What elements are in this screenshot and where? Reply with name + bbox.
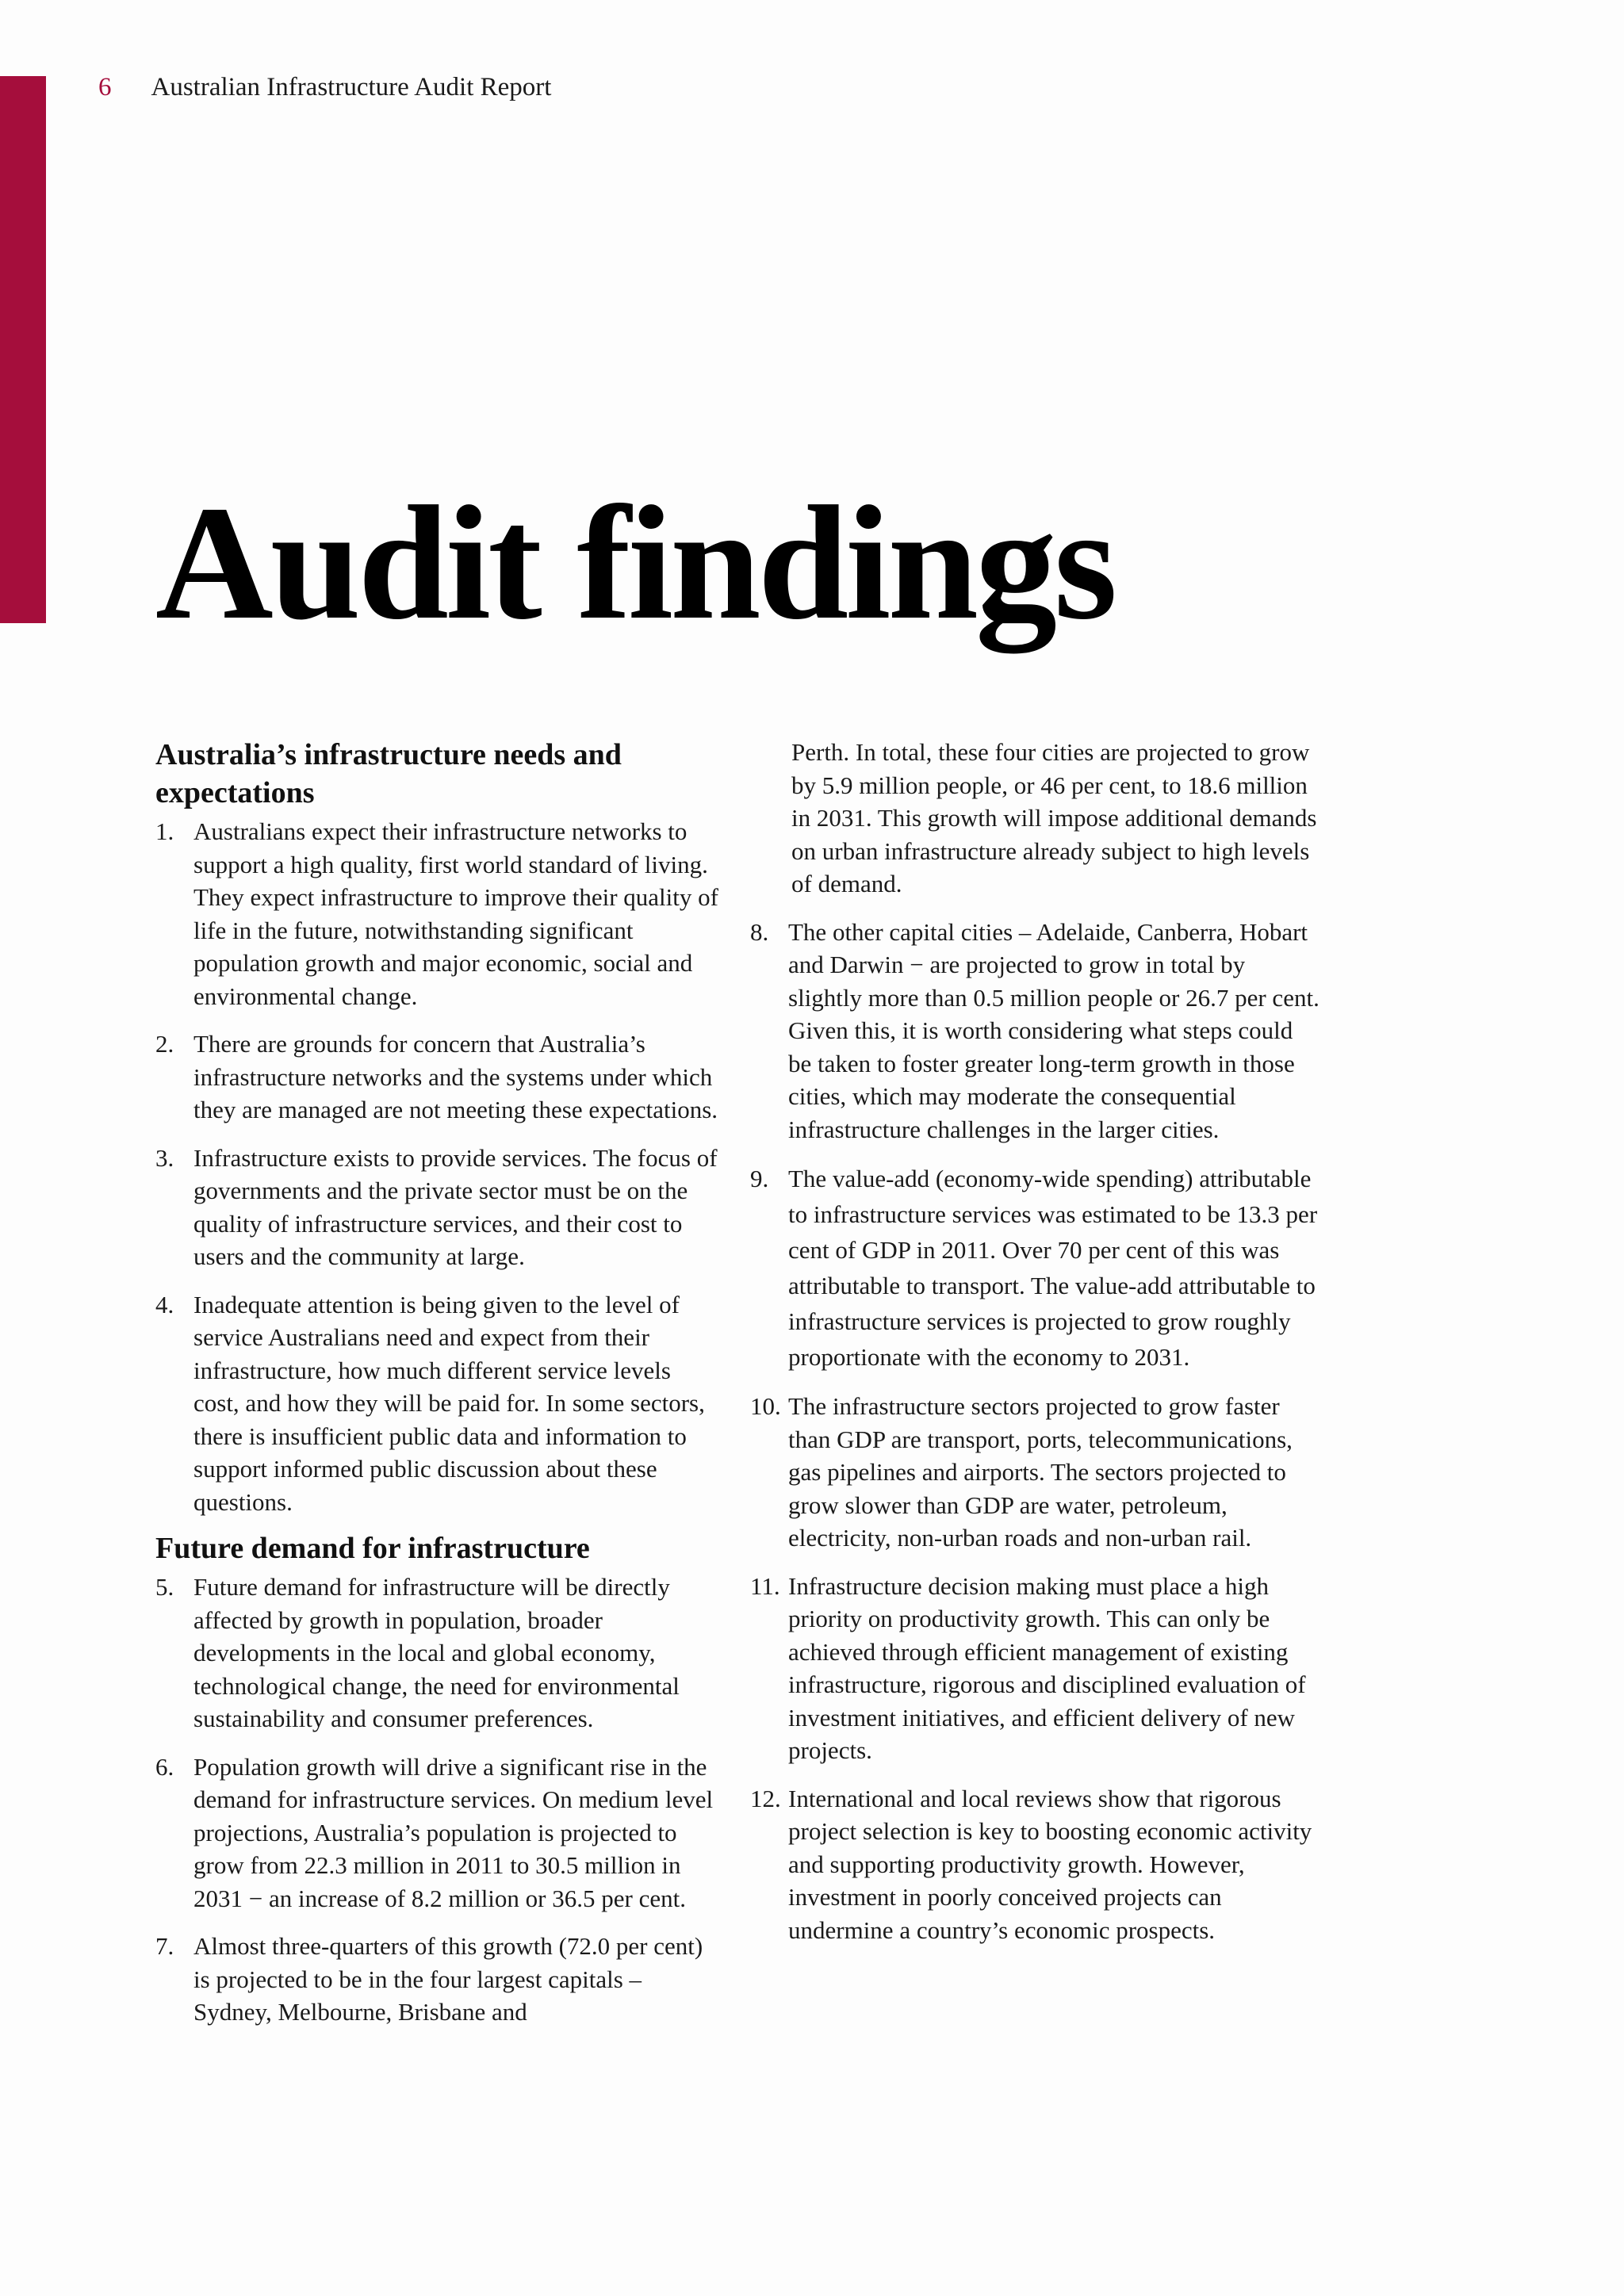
item-number: 1. (155, 817, 174, 845)
item-number: 10. (750, 1392, 781, 1420)
list-item (750, 916, 1321, 1146)
findings-list-3 (750, 916, 1321, 1947)
item-number: 11. (750, 1571, 780, 1600)
list-item (750, 1161, 1321, 1375)
item-number: 9. (750, 1165, 769, 1192)
item-7-continuation: Perth. In total, these four cities are projected to grow by 5.9 million people, or 46 per cent, to 18.6 million in 2031. This growth will impose additional demands on urban infrastructure already subject to high levels of demand. (791, 738, 1317, 897)
list-item (155, 815, 718, 1012)
list-item (750, 1570, 1321, 1767)
item-number: 5. (155, 1573, 174, 1601)
item-text: Almost three-quarters of this growth (72.0 per cent) is projected to be in the four largest capitals – Sydney, Melbourne, Brisbane and (193, 1932, 703, 2026)
section-heading-future-demand: Future demand for infrastructure (155, 1532, 590, 1565)
item-number: 6. (155, 1752, 174, 1781)
running-header-title: Australian Infrastructure Audit Report (151, 73, 552, 101)
item-number: 3. (155, 1143, 174, 1172)
page-header (98, 71, 551, 103)
accent-bar (0, 76, 46, 623)
left-column (155, 736, 718, 2029)
page-title: Audit findings (155, 472, 1115, 653)
item-text: Infrastructure decision making must place a high priority on productivity growth. This can only be achieved through efficient management of existing infrastructure, rigorous and disciplined evaluation of investment initiatives, and efficient delivery of new projects. (788, 1571, 1306, 1764)
list-item (155, 1027, 718, 1127)
list-item (750, 1782, 1321, 1947)
item-text: The other capital cities – Adelaide, Canberra, Hobart and Darwin − are projected to grow in total by slightly more than 0.5 million people or 26.7 per cent. Given this, it is worth considering what steps could be taken to foster greater long-term growth in those cities, which may moderate the consequential infrastructure challenges in the larger cities. (788, 917, 1320, 1143)
list-item (155, 1288, 718, 1519)
page-number: 6 (98, 73, 112, 101)
item-text: Infrastructure exists to provide services. The focus of governments and the private sector must be on the quality of infrastructure services, and their cost to users and the community at large. (193, 1143, 718, 1270)
item-text: The infrastructure sectors projected to grow faster than GDP are transport, ports, telecommunications, gas pipelines and airports. The sectors projected to grow slower than GDP are water, petroleum, electricity, non-urban roads and non-urban rail. (788, 1392, 1293, 1552)
section-heading-needs: Australia’s infrastructure needs and expectations (155, 738, 622, 809)
item-text: There are grounds for concern that Australia’s infrastructure networks and the systems under which they are managed are not meeting these expectations. (193, 1030, 718, 1123)
item-number: 7. (155, 1932, 174, 1960)
item-text: International and local reviews show that rigorous project selection is key to boosting economic activity and supporting productivity growth. However, investment in poorly conceived projects can undermine a country’s economic prospects. (788, 1784, 1312, 1944)
item-number: 12. (750, 1784, 781, 1812)
item-number: 8. (750, 917, 769, 946)
item-text: Australians expect their infrastructure networks to support a high quality, first world standard of living. They expect infrastructure to improve their quality of life in the future, notwithstanding significant population growth and major economic, social and environmental change. (193, 817, 718, 1010)
findings-list-1 (155, 815, 718, 1518)
item-text: Population growth will drive a significant rise in the demand for infrastructure services. On medium level projections, Australia’s population is projected to grow from 22.3 million in 2011 to 30.5 million in 2031 − an increase of 8.2 million or 36.5 per cent. (193, 1752, 714, 1912)
item-text: Future demand for infrastructure will be directly affected by growth in population, broader developments in the local and global economy, technological change, the need for environmental sustainability and consumer preferences. (193, 1573, 680, 1732)
item-text: Inadequate attention is being given to the level of service Australians need and expect from their infrastructure, how much different service levels cost, and how they will be paid for. In some sectors, there is insufficient public data and information to support informed public discussion about these questions. (193, 1290, 705, 1516)
list-item (750, 1390, 1321, 1555)
findings-list-2 (155, 1571, 718, 2029)
list-item (155, 1751, 718, 1915)
list-item (155, 1571, 718, 1735)
item-number: 2. (155, 1030, 174, 1058)
list-item (155, 1142, 718, 1273)
item-number: 4. (155, 1290, 174, 1318)
right-column (750, 736, 1321, 1946)
list-item (155, 1930, 718, 2029)
item-text: The value-add (economy-wide spending) attributable to infrastructure services was estimated to be 13.3 per cent of GDP in 2011. Over 70 per cent of this was attributable to transport. The value-add attributable to infrastructure services is projected to grow roughly proportionate with the economy to 2031. (788, 1165, 1318, 1371)
